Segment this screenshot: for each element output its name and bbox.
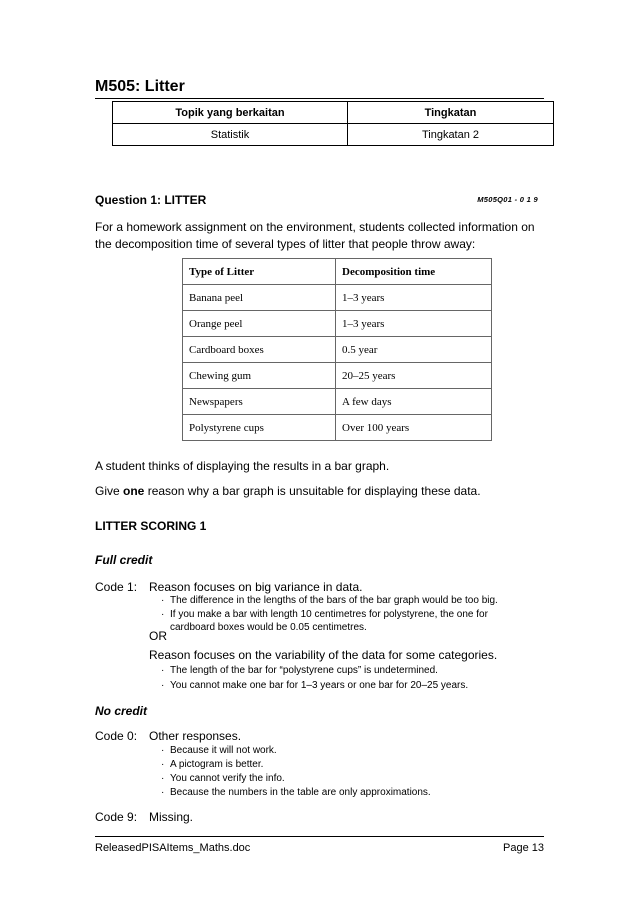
litter-type-cell: Orange peel: [183, 311, 336, 337]
intro-line-1: For a homework assignment on the environment, students collected information on: [95, 220, 535, 234]
topic-value: Statistik: [113, 124, 348, 146]
code0-bullet-3: You cannot verify the info.: [170, 773, 285, 784]
footer-rule: [95, 836, 544, 837]
title-rule: [95, 98, 544, 99]
document-title: M505: Litter: [95, 78, 185, 95]
footer-filename: ReleasedPISAItems_Maths.doc: [95, 842, 251, 854]
list-item: [161, 679, 469, 692]
list-item: [161, 772, 285, 785]
table-row: [183, 363, 492, 389]
code0-label: Code 0:: [95, 729, 138, 743]
litter-time-cell: 1–3 years: [336, 311, 492, 337]
table-row: [183, 285, 492, 311]
scoring-heading: LITTER SCORING 1: [95, 519, 207, 533]
footer-page-number: Page 13: [503, 842, 544, 854]
code1-alt-text: Reason focuses on the variability of the data for some categories.: [149, 648, 498, 662]
bullet-icon: ·: [161, 680, 165, 691]
code9-text: Missing.: [149, 810, 194, 824]
bullet-icon: ·: [161, 609, 165, 620]
litter-type-cell: Banana peel: [183, 285, 336, 311]
prompt-line-1: A student thinks of displaying the results in a bar graph.: [95, 459, 390, 473]
table-row: [183, 389, 492, 415]
bullet-icon: ·: [161, 665, 165, 676]
litter-time-cell: 1–3 years: [336, 285, 492, 311]
litter-header-time: Decomposition time: [336, 259, 492, 285]
bullet-icon: ·: [161, 759, 165, 770]
code1-bullet-2-line-1: If you make a bar with length 10 centimetres for polystyrene, the one for: [170, 609, 488, 620]
list-item: [161, 594, 498, 607]
full-credit-heading: Full credit: [95, 553, 153, 567]
litter-type-cell: Chewing gum: [183, 363, 336, 389]
intro-line-2: the decomposition time of several types of litter that people throw away:: [95, 237, 476, 251]
prompt-line-2: [95, 484, 481, 498]
bullet-icon: ·: [161, 595, 165, 606]
litter-type-cell: Polystyrene cups: [183, 415, 336, 441]
code1-text: Reason focuses on big variance in data.: [149, 580, 363, 594]
litter-time-cell: A few days: [336, 389, 492, 415]
list-item: [161, 786, 431, 799]
bullet-icon: ·: [161, 745, 165, 756]
list-item: [161, 758, 264, 771]
list-item: [161, 664, 438, 677]
list-item: [161, 744, 277, 757]
litter-table: [182, 258, 492, 441]
code1-alt-bullet-1: The length of the bar for “polystyrene cups” is undetermined.: [170, 665, 438, 676]
code0-bullet-1: Because it will not work.: [170, 745, 277, 756]
bullet-icon: ·: [161, 773, 165, 784]
litter-time-cell: 20–25 years: [336, 363, 492, 389]
prompt-text-a: Give: [95, 484, 124, 498]
code1-bullet-1: The difference in the lengths of the bars of the bar graph would be too big.: [170, 595, 498, 606]
code0-bullet-4: Because the numbers in the table are only approximations.: [170, 787, 431, 798]
code1-label: Code 1:: [95, 580, 138, 594]
question-code: M505Q01 - 0 1 9: [477, 195, 538, 204]
code9-label: Code 9:: [95, 810, 138, 824]
litter-type-cell: Cardboard boxes: [183, 337, 336, 363]
table-row: [183, 337, 492, 363]
topic-header: Topik yang berkaitan: [113, 102, 348, 124]
code1-bullet-2-line-2: cardboard boxes would be 0.05 centimetres.: [170, 622, 367, 633]
table-row: [183, 415, 492, 441]
level-value: Tingkatan 2: [348, 124, 554, 146]
prompt-emphasis: one: [123, 484, 145, 498]
code1-alt-bullet-2: You cannot make one bar for 1–3 years or one bar for 20–25 years.: [170, 680, 469, 691]
code0-text: Other responses.: [149, 729, 242, 743]
litter-time-cell: Over 100 years: [336, 415, 492, 441]
question-intro: [95, 219, 545, 253]
litter-type-cell: Newspapers: [183, 389, 336, 415]
list-item: [161, 608, 488, 634]
no-credit-heading: No credit: [95, 704, 148, 718]
question-title: Question 1: LITTER: [95, 193, 207, 207]
litter-header-type: Type of Litter: [183, 259, 336, 285]
prompt-text-c: reason why a bar graph is unsuitable for displaying these data.: [144, 484, 481, 498]
or-separator: OR: [149, 629, 167, 643]
bullet-icon: ·: [161, 787, 165, 798]
litter-time-cell: 0.5 year: [336, 337, 492, 363]
code0-bullet-2: A pictogram is better.: [170, 759, 264, 770]
topic-table: [112, 101, 554, 146]
level-header: Tingkatan: [348, 102, 554, 124]
table-row: [183, 311, 492, 337]
